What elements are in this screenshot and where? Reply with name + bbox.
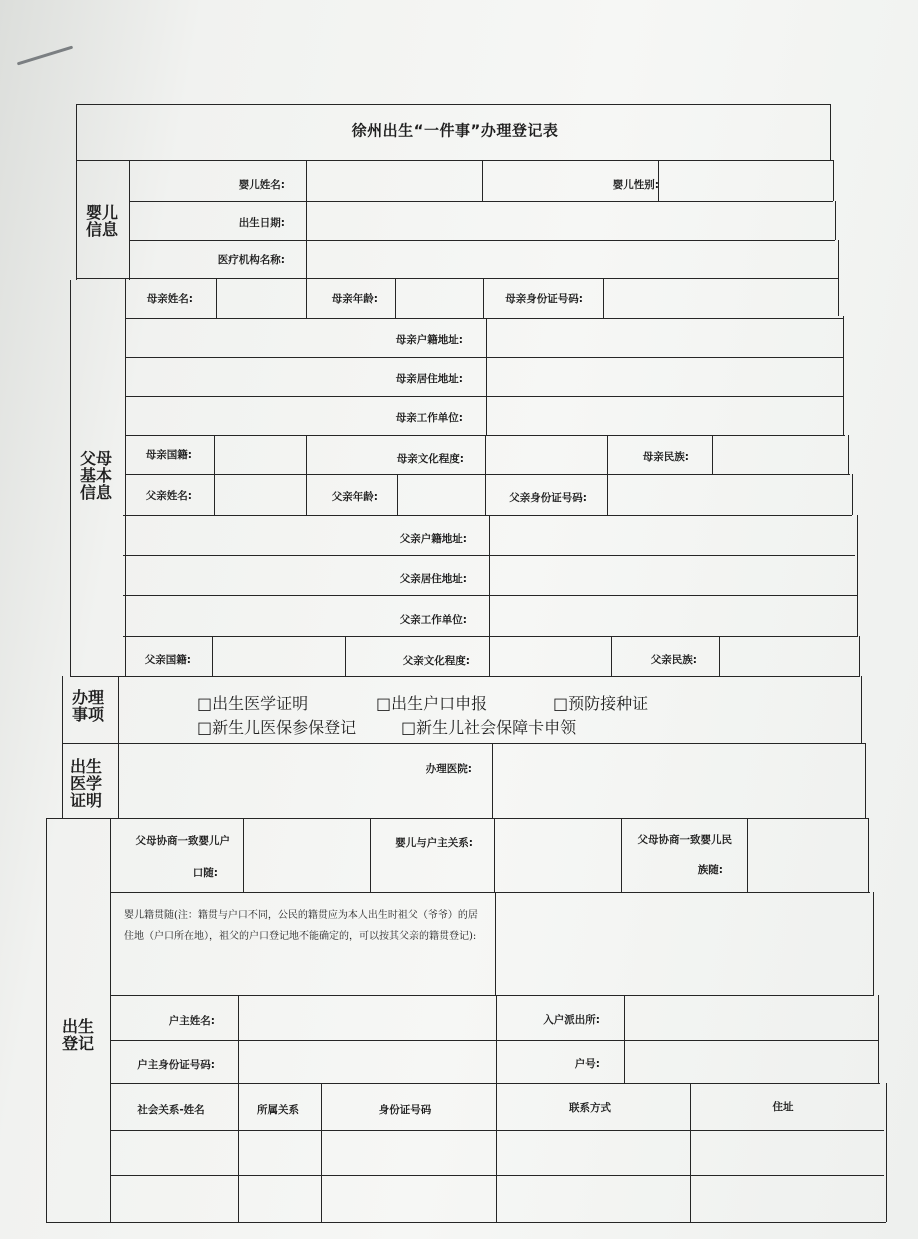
grid-line [129,240,835,241]
household-number-label: 户号: [574,1057,600,1070]
checkbox-vaccination-cert[interactable]: □预防接种证 [553,694,649,713]
jiguan-note: 婴儿籍贯随(注：籍贯与户口不同，公民的籍贯应为本人出生时祖父（爷爷）的居住地（户口所在地），祖父的户口登记地不能确定的，可以按其父亲的籍贯登记): [124,910,478,942]
hukou-follow-label-line2: 口随: [192,866,218,879]
grid-line [76,160,833,161]
grid-line [489,636,490,676]
grid-line [243,818,244,892]
hospital-name-label: 医疗机构名称: [217,253,285,266]
father-nationality-label: 父亲国籍: [144,653,191,666]
mother-age-label: 母亲年龄: [331,292,378,305]
grid-line [110,818,111,1222]
checkbox-birth-hukou[interactable]: □出生户口申报 [376,694,488,713]
grid-line [62,743,865,744]
grid-line [214,474,215,515]
mother-huji-label: 母亲户籍地址: [395,333,463,346]
grid-line [719,636,720,676]
grid-line [125,474,850,475]
grid-line [492,743,493,818]
grid-line [603,278,604,318]
grid-line [607,435,608,474]
mother-nationality-label: 母亲国籍: [145,448,192,461]
grid-line [496,995,497,1083]
grid-line [621,818,622,892]
section-parents-info: 父母 基本 信息 [79,448,112,502]
grid-line [878,995,879,1083]
grid-line [483,278,484,318]
section-items: 办理 事项 [71,688,104,724]
grid-line [70,676,860,677]
grid-line [861,676,862,743]
grid-line [835,201,836,240]
grid-line [496,1083,497,1222]
grid-line [482,160,483,201]
ethnicity-follow-label-line2: 族随: [697,863,723,876]
grid-line [123,515,852,516]
grid-line [62,676,63,818]
father-residence-label: 父亲居住地址: [399,572,467,585]
mother-id-label: 母亲身份证号码: [505,292,583,305]
grid-line [46,818,47,1222]
handling-hospital-label: 办理医院: [425,762,472,775]
grid-line [110,1040,878,1041]
grid-line [216,278,217,318]
grid-line [46,818,868,819]
grid-line [345,636,346,676]
birth-date-label: 出生日期: [238,216,285,229]
checkbox-newborn-insurance[interactable]: □新生儿医保参保登记 [197,718,357,737]
grid-line [494,818,495,892]
grid-line [306,474,307,515]
grid-line [886,1083,887,1222]
grid-line [395,278,396,318]
col-id-number: 身份证号码 [378,1103,432,1116]
grid-line [110,1083,880,1084]
col-social-name: 社会关系-姓名 [137,1103,205,1116]
grid-line [397,474,398,515]
grid-line [838,278,839,316]
grid-line [485,435,486,474]
grid-line [857,515,858,636]
baby-householder-relation-label: 婴儿与户主关系: [395,836,473,849]
police-station-label: 入户派出所: [543,1013,600,1026]
grid-line [868,818,869,892]
father-work-label: 父亲工作单位: [399,613,467,626]
hukou-follow-label-line1: 父母协商一致婴儿户 [135,834,230,847]
grid-line [859,636,860,676]
grid-line [489,515,490,636]
grid-line [833,160,834,201]
grid-line [238,1083,239,1222]
grid-line [214,435,215,474]
father-education-label: 父亲文化程度: [402,654,470,667]
form-title: 徐州出生“一件事”办理登记表 [351,121,559,140]
grid-line [76,278,838,279]
grid-line [76,104,77,280]
grid-line [607,474,608,515]
grid-line [747,818,748,892]
grid-line [830,104,831,160]
section-baby-info: 婴儿 信息 [85,203,118,239]
ethnicity-follow-label-line1: 父母协商一致婴儿民 [637,833,732,846]
grid-line [370,818,371,892]
mother-education-label: 母亲文化程度: [396,452,464,465]
baby-gender-label: 婴儿性别: [612,178,659,191]
householder-id-label: 户主身份证号码: [137,1058,215,1071]
grid-line [129,201,833,202]
grid-line [125,396,843,397]
grid-line [118,676,119,818]
grid-line [865,743,866,818]
mother-name-label: 母亲姓名: [146,292,193,305]
father-age-label: 父亲年龄: [331,490,378,503]
grid-line [110,892,870,893]
father-huji-label: 父亲户籍地址: [399,532,467,545]
grid-line [873,892,874,995]
grid-line [495,892,496,995]
col-relationship: 所属关系 [257,1103,299,1116]
grid-line [129,160,130,280]
grid-line [486,318,487,435]
col-contact: 联系方式 [569,1101,611,1114]
father-name-label: 父亲姓名: [145,489,192,502]
grid-line [46,1222,886,1223]
grid-line [110,995,874,996]
checkbox-birth-medical-cert[interactable]: □出生医学证明 [197,694,309,713]
grid-line [852,474,853,515]
grid-line [624,995,625,1083]
grid-line [238,995,239,1083]
grid-line [321,1083,322,1222]
grid-line [611,636,612,676]
section-birth-cert: 出生 医学 证明 [69,756,102,810]
householder-name-label: 户主姓名: [168,1014,215,1027]
grid-line [212,636,213,676]
grid-line [125,318,843,319]
grid-line [838,240,839,278]
grid-line [125,357,843,358]
checkbox-social-security-card[interactable]: □新生儿社会保障卡申领 [401,718,577,737]
col-address: 住址 [772,1100,794,1113]
grid-line [306,435,307,474]
mother-ethnicity-label: 母亲民族: [642,450,689,463]
section-birth-registration: 出生 登记 [61,1017,94,1053]
grid-line [70,280,71,676]
grid-line [848,435,849,474]
grid-line [690,1083,691,1222]
grid-line [306,160,307,278]
father-ethnicity-label: 父亲民族: [650,653,697,666]
grid-line [125,278,126,676]
mother-work-label: 母亲工作单位: [395,411,463,424]
grid-line [76,104,830,105]
grid-line [843,316,844,435]
grid-line [712,435,713,474]
grid-line [485,474,486,515]
father-id-label: 父亲身份证号码: [509,491,587,504]
grid-line [306,278,307,318]
baby-name-label: 婴儿姓名: [238,178,285,191]
mother-residence-label: 母亲居住地址: [395,372,463,385]
grid-line [123,636,858,637]
